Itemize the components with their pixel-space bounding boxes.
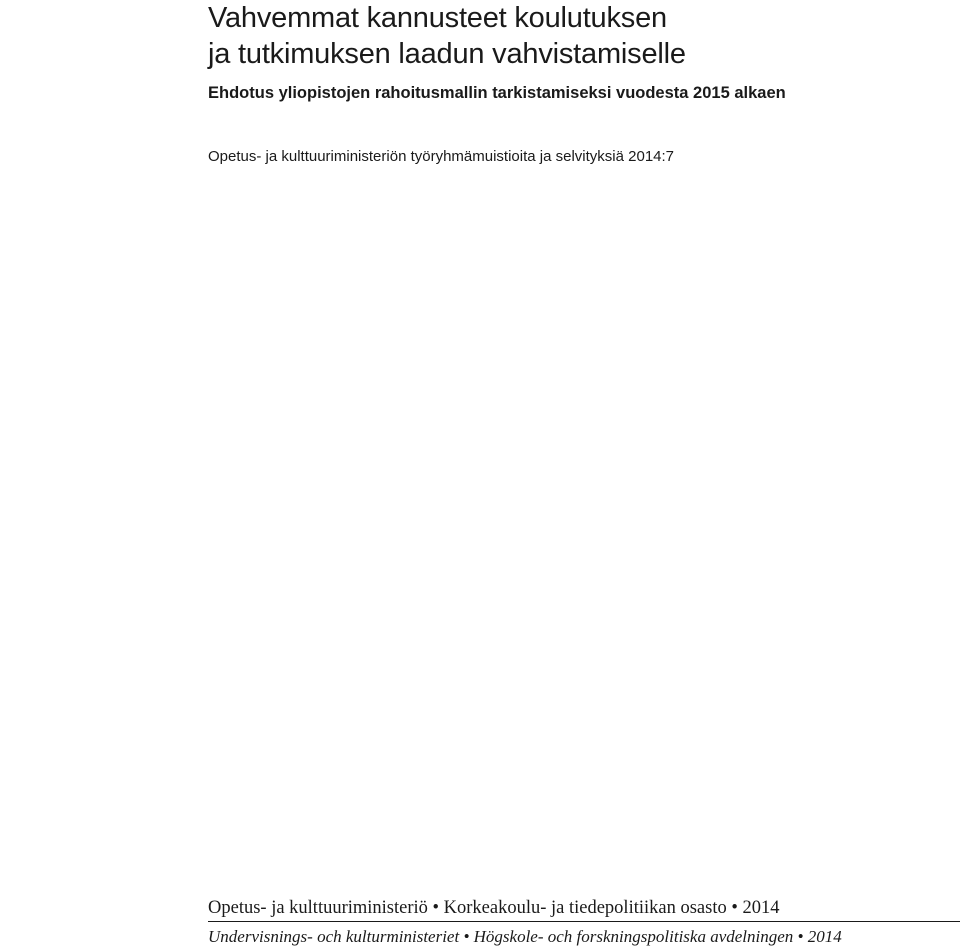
document-title: [208, 0, 686, 72]
document-title-line-2: ja tutkimuksen laadun vahvistamiselle: [208, 38, 686, 70]
publisher-swedish: Undervisnings- och kulturministeriet • Högskole- och forskningspolitiska avdelningen • 2014: [208, 927, 842, 946]
document-subtitle: Ehdotus yliopistojen rahoitusmallin tarkistamiseksi vuodesta 2015 alkaen: [208, 84, 786, 102]
document-title-line-1: Vahvemmat kannusteet koulutuksen: [208, 2, 667, 34]
series-name: Opetus- ja kulttuuriministeriön työryhmämuistioita ja selvityksiä 2014:7: [208, 148, 675, 165]
publisher-finnish: Opetus- ja kulttuuriministeriö • Korkeakoulu- ja tiedepolitiikan osasto • 2014: [208, 898, 780, 918]
footer-divider: [208, 921, 960, 922]
